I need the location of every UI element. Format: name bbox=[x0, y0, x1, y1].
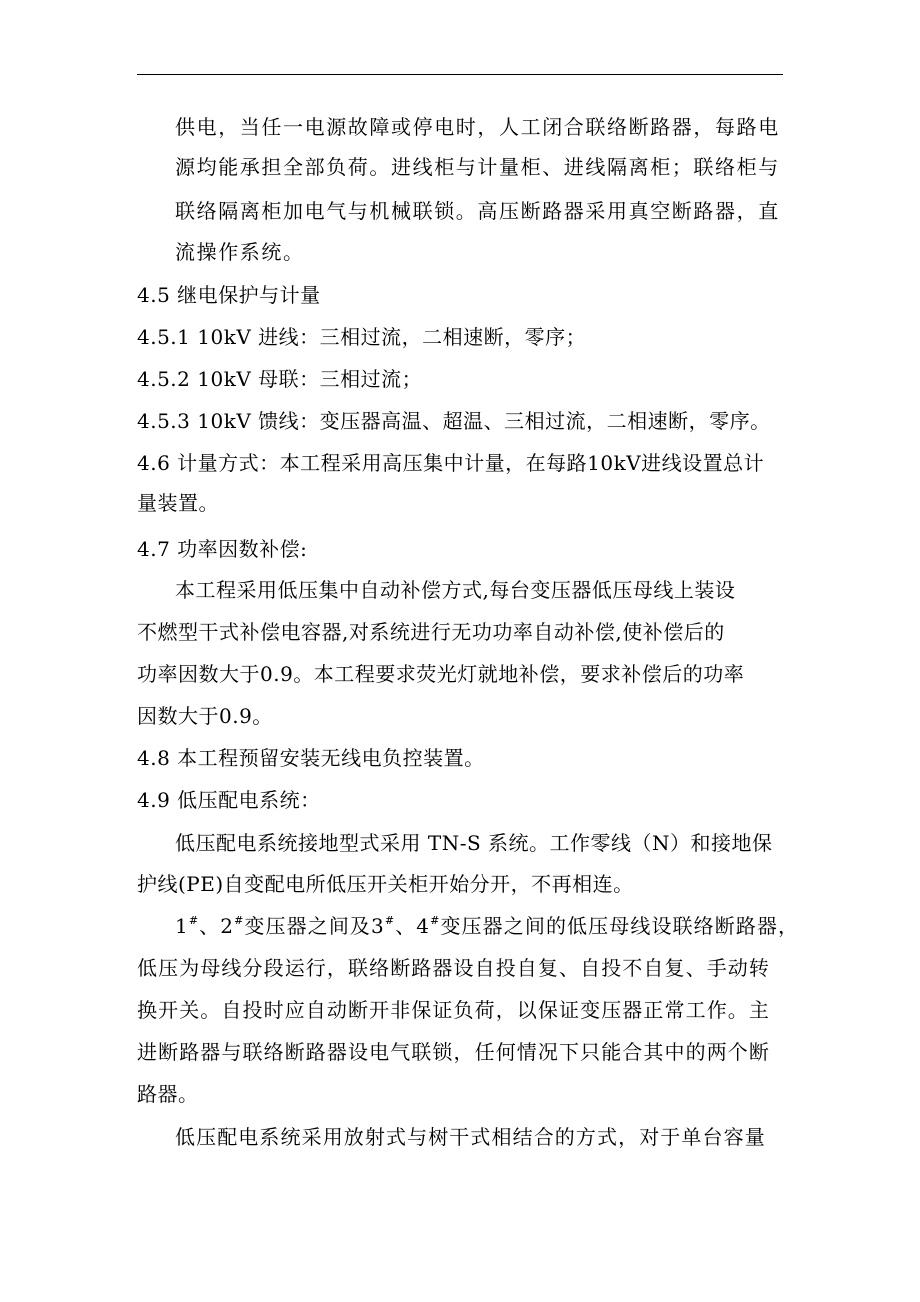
transformer-line bbox=[175, 914, 799, 938]
section-heading: 4.7 功率因数补偿: bbox=[137, 537, 308, 561]
transformer-1-label: 1 bbox=[175, 914, 189, 938]
paragraph-line: 路器。 bbox=[137, 1082, 199, 1106]
paragraph-line: 功率因数大于0.9。本工程要求荧光灯就地补偿，要求补偿后的功率 bbox=[137, 662, 745, 686]
paragraph-line: 护线(PE)自变配电所低压开关柜开始分开，不再相连。 bbox=[137, 872, 634, 896]
number-mark: # bbox=[234, 914, 245, 927]
transformer-2-label: 、2 bbox=[199, 914, 235, 938]
subsection-line: 4.5.3 10kV 馈线：变压器高温、超温、三相过流，二相速断，零序。 bbox=[137, 409, 771, 433]
paragraph-line: 低压为母线分段运行，联络断路器设自投自复、自投不自复、手动转 bbox=[137, 956, 770, 980]
paragraph-line: 供电，当任一电源故障或停电时，人工闭合联络断路器，每路电 bbox=[175, 115, 780, 139]
transformer-line-rest: 变压器之间的低压母线设联络断路器， bbox=[440, 914, 800, 938]
paragraph-line: 低压配电系统采用放射式与树干式相结合的方式，对于单台容量 bbox=[175, 1125, 766, 1149]
paragraph-line: 源均能承担全部负荷。进线柜与计量柜、进线隔离柜；联络柜与 bbox=[175, 155, 780, 179]
subsection-line: 4.5.2 10kV 母联：三相过流； bbox=[137, 367, 423, 391]
paragraph-line: 本工程采用低压集中自动补偿方式,每台变压器低压母线上装设 bbox=[175, 578, 736, 602]
paragraph-line: 流操作系统。 bbox=[175, 240, 305, 264]
paragraph-line: 进断路器与联络断路器设电气联锁，任何情况下只能合其中的两个断 bbox=[137, 1040, 770, 1064]
number-mark: # bbox=[430, 914, 441, 927]
paragraph-line: 因数大于0.9。 bbox=[137, 704, 273, 728]
paragraph-line: 联络隔离柜加电气与机械联锁。高压断路器采用真空断路器，直 bbox=[175, 199, 780, 223]
transformer-line-middle: 变压器之间及3 bbox=[244, 914, 385, 938]
section-heading: 4.5 继电保护与计量 bbox=[137, 283, 321, 307]
header-rule bbox=[137, 74, 783, 75]
paragraph-line: 不燃型干式补偿电容器,对系统进行无功功率自动补偿,使补偿后的 bbox=[137, 620, 725, 644]
number-mark: # bbox=[384, 914, 396, 927]
section-heading: 4.6 计量方式：本工程采用高压集中计量，在每路10kV进线设置总计 bbox=[137, 451, 765, 475]
paragraph-line: 换开关。自投时应自动断开非保证负荷，以保证变压器正常工作。主 bbox=[137, 998, 770, 1022]
transformer-4-label: 、4 bbox=[395, 914, 431, 938]
paragraph-line: 低压配电系统接地型式采用 TN-S 系统。工作零线（N）和接地保 bbox=[175, 831, 773, 855]
number-mark: # bbox=[188, 914, 200, 927]
paragraph-line: 量装置。 bbox=[137, 491, 219, 515]
subsection-line: 4.5.1 10kV 进线：三相过流，二相速断，零序； bbox=[137, 325, 587, 349]
section-heading: 4.9 低压配电系统： bbox=[137, 788, 321, 812]
section-heading: 4.8 本工程预留安装无线电负控装置。 bbox=[137, 746, 485, 770]
